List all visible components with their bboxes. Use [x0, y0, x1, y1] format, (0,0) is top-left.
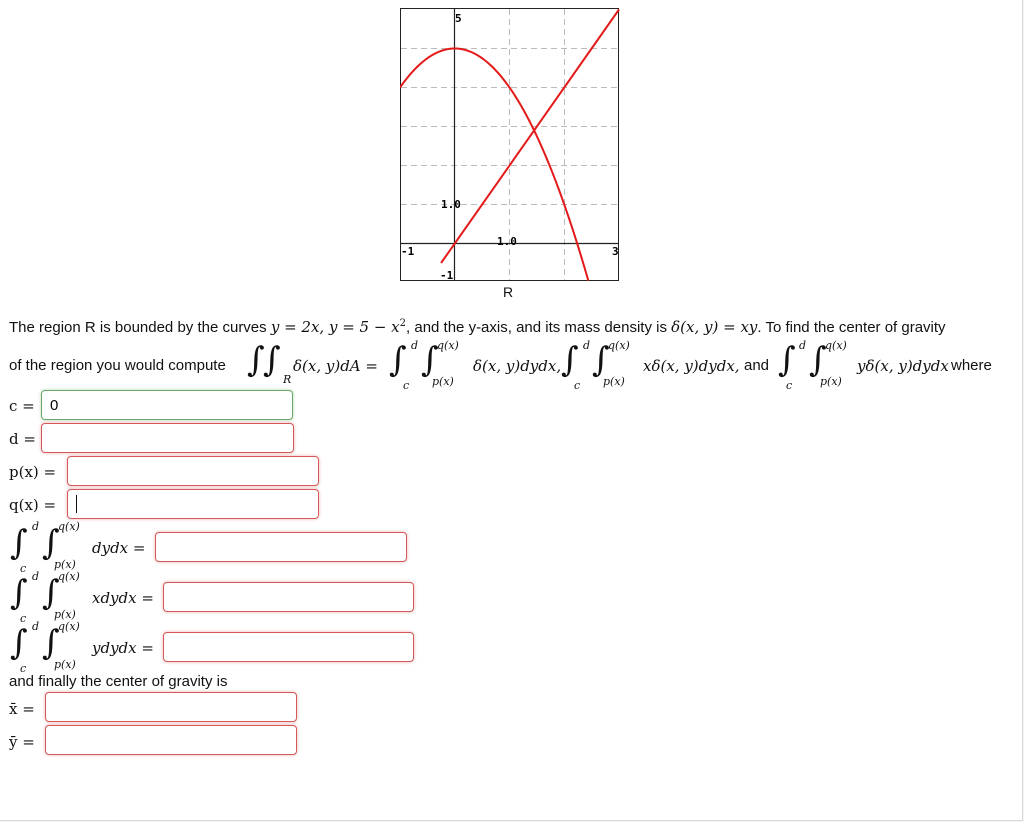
- lower-limit: c: [403, 379, 410, 392]
- problem-statement-line2: [9, 337, 1019, 397]
- label-x-min: -1: [401, 245, 415, 258]
- inner-upper-limit: q(x): [58, 520, 80, 533]
- mass-integral-input[interactable]: [155, 532, 407, 562]
- p-input[interactable]: [67, 456, 319, 486]
- inner-upper-limit: q(x): [58, 620, 80, 633]
- upper-limit: d: [583, 339, 591, 352]
- inner-lower-limit: p(x): [820, 375, 842, 388]
- label-y-min: -1: [440, 269, 454, 282]
- double-integrand: δ(x, y)dA =: [293, 357, 378, 375]
- lower-limit: c: [20, 612, 27, 625]
- q-input[interactable]: [67, 489, 319, 519]
- m2-label: xdydx =: [92, 589, 154, 607]
- upper-limit: d: [32, 570, 40, 583]
- density-expression: δ(x, y) = xy: [671, 318, 758, 336]
- statement-pre: The region R is bounded by the curves: [9, 319, 271, 336]
- xbar-label: x̄ =: [9, 700, 35, 718]
- lower-limit: c: [20, 562, 27, 575]
- graph-caption: R: [503, 284, 514, 300]
- integral-sign: ∫: [592, 340, 610, 380]
- upper-limit: d: [799, 339, 807, 352]
- ybar-input[interactable]: [45, 725, 297, 755]
- integral-sign: ∫: [389, 340, 407, 380]
- c-input[interactable]: [41, 390, 293, 420]
- problem-statement-line1: [9, 318, 946, 336]
- region-graph: [400, 8, 620, 282]
- y-moment-input[interactable]: [163, 632, 414, 662]
- integral-sign: ∫: [421, 340, 439, 380]
- integral-sign: ∫: [809, 340, 827, 380]
- statement-mid: , and the y-axis, and its mass density is: [406, 319, 672, 336]
- label-y-1: 1.0: [441, 198, 461, 211]
- upper-limit: d: [32, 620, 40, 633]
- region-subscript: R: [283, 373, 292, 386]
- integral-sign: ∫: [778, 340, 796, 380]
- upper-limit: d: [32, 520, 40, 533]
- inner-upper-limit: q(x): [825, 339, 847, 352]
- and-text: and: [744, 357, 770, 374]
- xbar-input[interactable]: [45, 692, 297, 722]
- integral-sign: ∫: [263, 340, 281, 380]
- x-moment-input[interactable]: [163, 582, 414, 612]
- inner-upper-limit: q(x): [437, 339, 459, 352]
- label-x-1: 1.0: [497, 235, 517, 248]
- q-label: q(x) =: [9, 496, 57, 514]
- c-label: c =: [9, 397, 35, 415]
- p-label: p(x) =: [9, 463, 57, 481]
- integral-sign: ∫: [10, 523, 28, 563]
- inner-lower-limit: p(x): [603, 375, 625, 388]
- integrand-2: xδ(x, y)dydx,: [643, 357, 740, 375]
- integral-sign: ∫: [247, 340, 265, 380]
- compute-text: of the region you would compute: [9, 357, 226, 374]
- label-x-max: 3: [612, 245, 619, 258]
- integral-sign: ∫: [10, 623, 28, 663]
- integral-sign: ∫: [42, 623, 60, 663]
- inner-lower-limit: p(x): [54, 658, 76, 671]
- label-y-max: 5: [455, 12, 462, 25]
- inner-lower-limit: p(x): [54, 558, 76, 571]
- exponent: 2: [399, 318, 407, 329]
- m3-label: ydydx =: [92, 639, 154, 657]
- integral-sign: ∫: [42, 523, 60, 563]
- curves-expression: y = 2x, y = 5 − x: [270, 318, 400, 336]
- statement-post: . To find the center of gravity: [757, 319, 946, 336]
- inner-lower-limit: p(x): [54, 608, 76, 621]
- d-input[interactable]: [41, 423, 294, 453]
- inner-upper-limit: q(x): [58, 570, 80, 583]
- lower-limit: c: [20, 662, 27, 675]
- integral-sign: ∫: [561, 340, 579, 380]
- inner-upper-limit: q(x): [608, 339, 630, 352]
- upper-limit: d: [411, 339, 419, 352]
- lower-limit: c: [574, 379, 581, 392]
- text-caret: [76, 495, 77, 513]
- ybar-label: ȳ =: [9, 733, 35, 751]
- integral-sign: ∫: [10, 573, 28, 613]
- d-label: d =: [9, 430, 36, 448]
- inner-lower-limit: p(x): [432, 375, 454, 388]
- graph-svg: [400, 8, 620, 282]
- integral-sign: ∫: [42, 573, 60, 613]
- final-text: and finally the center of gravity is: [9, 673, 228, 690]
- integrand-1: δ(x, y)dydx,: [473, 357, 562, 375]
- lower-limit: c: [786, 379, 793, 392]
- m1-label: dydx =: [92, 539, 146, 557]
- where-text: where: [951, 357, 992, 374]
- integrand-3: yδ(x, y)dydx: [857, 357, 949, 375]
